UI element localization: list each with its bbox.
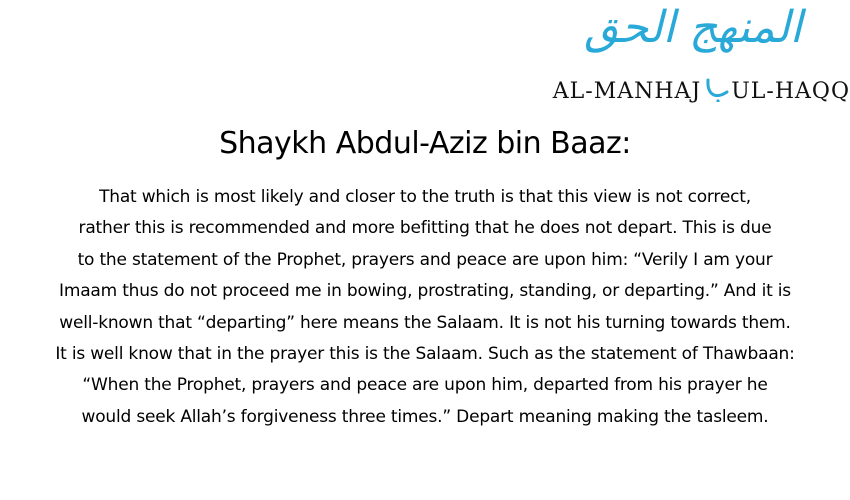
logo-arabic-text: المنهج الحق	[584, 2, 802, 53]
quote-line: It is well know that in the prayer this is the Salaam. Such as the statement of Thawbaan:	[55, 344, 795, 365]
quote-line: to the statement of the Prophet, prayers and peace are upon him: “Verily I am your	[77, 249, 773, 270]
logo-latin-text	[553, 70, 850, 104]
logo-latin-left: AL-MANHAJ	[552, 79, 702, 104]
quote-line: would seek Allah’s forgiveness three times.” Depart meaning making the tasleem.	[81, 406, 769, 427]
quote-line: well-known that “departing” here means the Salaam. It is not his turning towards them.	[59, 312, 791, 333]
logo-latin-right: UL-HAQQ	[731, 79, 850, 104]
quote-line: “When the Prophet, prayers and peace are upon him, departed from his prayer he	[82, 375, 768, 396]
page-title: Shaykh Abdul-Aziz bin Baaz:	[219, 126, 631, 161]
quote-line: rather this is recommended and more befitting that he does not depart. This is due	[78, 218, 772, 239]
quote-body	[4, 182, 846, 433]
logo-swash-icon	[705, 74, 731, 102]
quote-line: That which is most likely and closer to the truth is that this view is not correct,	[99, 187, 751, 207]
quote-line: Imaam thus do not proceed me in bowing, prostrating, standing, or departing.” And it is	[59, 281, 791, 302]
site-logo	[510, 2, 850, 104]
